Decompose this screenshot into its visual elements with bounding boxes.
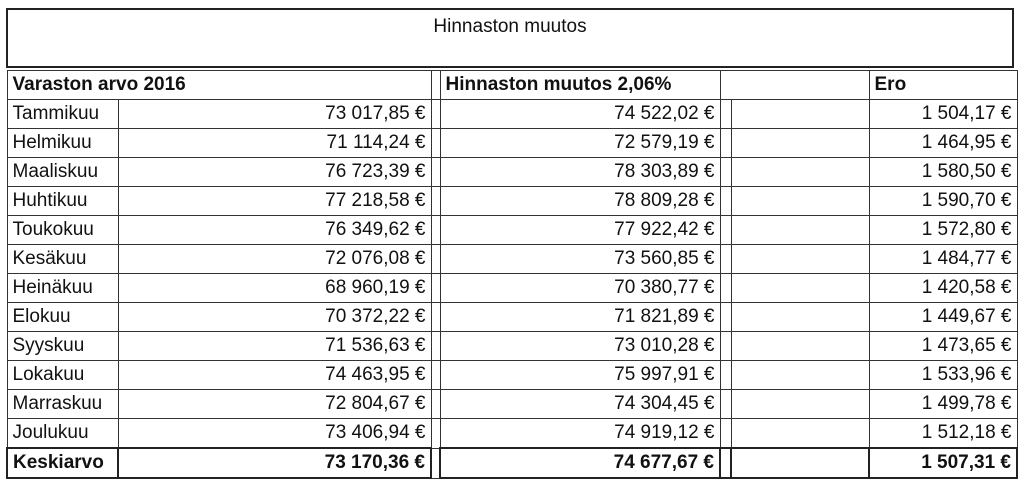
gap-cell <box>431 448 440 478</box>
header-gap <box>431 71 440 100</box>
value-2016-cell: 68 960,19 € <box>118 274 431 303</box>
spacer-cell <box>731 129 869 158</box>
table-row <box>7 100 1017 129</box>
spacer-cell <box>731 419 869 449</box>
changed-value-cell: 75 997,91 € <box>440 361 720 390</box>
gap-cell <box>431 245 440 274</box>
spacer-cell <box>720 216 731 245</box>
header-blank <box>720 71 869 100</box>
month-cell: Toukokuu <box>7 216 118 245</box>
value-2016-cell: 74 463,95 € <box>118 361 431 390</box>
changed-value-cell: 72 579,19 € <box>440 129 720 158</box>
changed-value-cell: 71 821,89 € <box>440 303 720 332</box>
difference-cell: 1 464,95 € <box>869 129 1017 158</box>
summary-value-2016: 73 170,36 € <box>118 448 431 478</box>
gap-cell <box>431 216 440 245</box>
spacer-cell <box>731 158 869 187</box>
changed-value-cell: 78 303,89 € <box>440 158 720 187</box>
gap-cell <box>431 303 440 332</box>
difference-cell: 1 504,17 € <box>869 100 1017 129</box>
month-cell: Syyskuu <box>7 332 118 361</box>
difference-cell: 1 580,50 € <box>869 158 1017 187</box>
difference-cell: 1 590,70 € <box>869 187 1017 216</box>
gap-cell <box>431 390 440 419</box>
spacer-cell <box>720 245 731 274</box>
value-2016-cell: 73 017,85 € <box>118 100 431 129</box>
changed-value-cell: 74 919,12 € <box>440 419 720 449</box>
table-row <box>7 245 1017 274</box>
month-cell: Elokuu <box>7 303 118 332</box>
spacer-cell <box>720 274 731 303</box>
month-cell: Lokakuu <box>7 361 118 390</box>
difference-cell: 1 449,67 € <box>869 303 1017 332</box>
spacer-cell <box>720 419 731 449</box>
month-cell: Heinäkuu <box>7 274 118 303</box>
spacer-cell <box>731 216 869 245</box>
value-2016-cell: 77 218,58 € <box>118 187 431 216</box>
value-2016-cell: 72 804,67 € <box>118 390 431 419</box>
month-cell: Maaliskuu <box>7 158 118 187</box>
month-cell: Huhtikuu <box>7 187 118 216</box>
spacer-cell <box>720 361 731 390</box>
table-row <box>7 419 1017 449</box>
changed-value-cell: 78 809,28 € <box>440 187 720 216</box>
table-row <box>7 129 1017 158</box>
gap-cell <box>431 332 440 361</box>
spacer-cell <box>720 158 731 187</box>
changed-value-cell: 70 380,77 € <box>440 274 720 303</box>
price-change-table <box>6 70 1018 479</box>
value-2016-cell: 71 114,24 € <box>118 129 431 158</box>
gap-cell <box>431 419 440 449</box>
difference-cell: 1 512,18 € <box>869 419 1017 449</box>
spacer-cell <box>731 448 869 478</box>
table-row <box>7 187 1017 216</box>
value-2016-cell: 71 536,63 € <box>118 332 431 361</box>
month-cell: Kesäkuu <box>7 245 118 274</box>
summary-changed-value: 74 677,67 € <box>440 448 720 478</box>
difference-cell: 1 499,78 € <box>869 390 1017 419</box>
month-cell: Helmikuu <box>7 129 118 158</box>
changed-value-cell: 73 010,28 € <box>440 332 720 361</box>
changed-value-cell: 73 560,85 € <box>440 245 720 274</box>
spacer-cell <box>720 303 731 332</box>
gap-cell <box>431 187 440 216</box>
spacer-cell <box>720 448 731 478</box>
summary-difference: 1 507,31 € <box>869 448 1017 478</box>
value-2016-cell: 70 372,22 € <box>118 303 431 332</box>
spacer-cell <box>720 100 731 129</box>
spacer-cell <box>731 332 869 361</box>
month-cell: Marraskuu <box>7 390 118 419</box>
spacer-cell <box>731 361 869 390</box>
changed-value-cell: 74 522,02 € <box>440 100 720 129</box>
gap-cell <box>431 129 440 158</box>
month-cell: Tammikuu <box>7 100 118 129</box>
changed-value-cell: 74 304,45 € <box>440 390 720 419</box>
changed-value-cell: 77 922,42 € <box>440 216 720 245</box>
difference-cell: 1 533,96 € <box>869 361 1017 390</box>
gap-cell <box>431 274 440 303</box>
spacer-cell <box>720 332 731 361</box>
value-2016-cell: 72 076,08 € <box>118 245 431 274</box>
value-2016-cell: 73 406,94 € <box>118 419 431 449</box>
difference-cell: 1 484,77 € <box>869 245 1017 274</box>
spacer-cell <box>720 187 731 216</box>
summary-row <box>7 448 1017 478</box>
header-difference: Ero <box>869 71 1017 100</box>
difference-cell: 1 420,58 € <box>869 274 1017 303</box>
table-row <box>7 390 1017 419</box>
header-price-change: Hinnaston muutos 2,06% <box>440 71 720 100</box>
value-2016-cell: 76 723,39 € <box>118 158 431 187</box>
spacer-cell <box>731 303 869 332</box>
table-title-box <box>6 8 1014 68</box>
month-cell: Joulukuu <box>7 419 118 449</box>
difference-cell: 1 473,65 € <box>869 332 1017 361</box>
spacer-cell <box>720 390 731 419</box>
table-row <box>7 158 1017 187</box>
table-row <box>7 303 1017 332</box>
spacer-cell <box>731 187 869 216</box>
gap-cell <box>431 361 440 390</box>
spacer-cell <box>731 274 869 303</box>
value-2016-cell: 76 349,62 € <box>118 216 431 245</box>
table-title: Hinnaston muutos <box>433 16 587 37</box>
header-inventory-value: Varaston arvo 2016 <box>7 71 431 100</box>
table-row <box>7 274 1017 303</box>
table-row <box>7 216 1017 245</box>
spacer-cell <box>731 390 869 419</box>
table-row <box>7 361 1017 390</box>
gap-cell <box>431 100 440 129</box>
spacer-cell <box>720 129 731 158</box>
difference-cell: 1 572,80 € <box>869 216 1017 245</box>
gap-cell <box>431 158 440 187</box>
header-row <box>7 71 1017 100</box>
spacer-cell <box>731 100 869 129</box>
spacer-cell <box>731 245 869 274</box>
summary-label: Keskiarvo <box>7 448 118 478</box>
table-row <box>7 332 1017 361</box>
